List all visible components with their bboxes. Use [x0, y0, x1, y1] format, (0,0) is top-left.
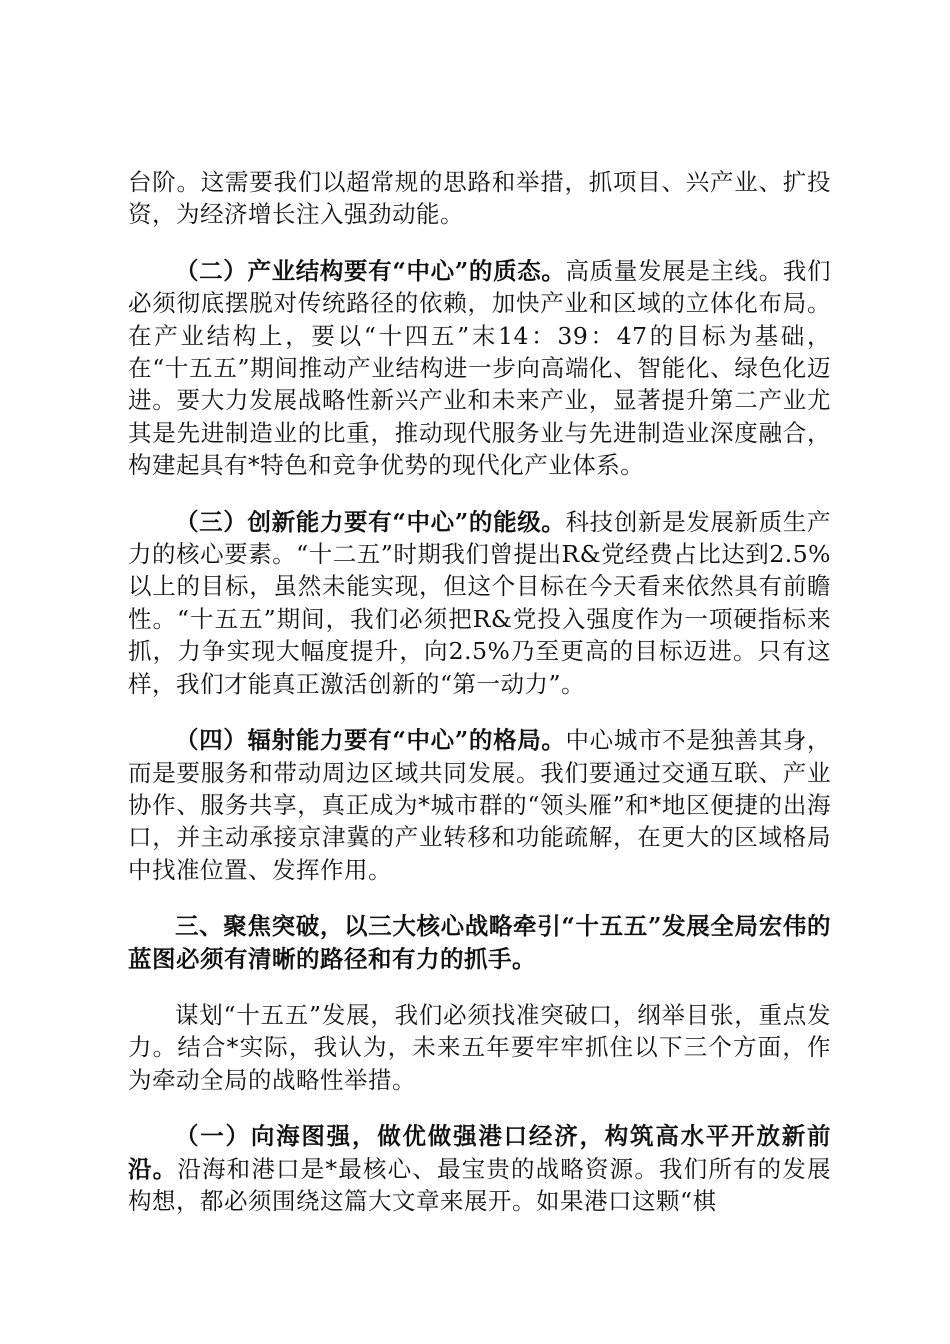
paragraph-industry-structure — [128, 255, 831, 482]
paragraph-text: 科技创新是发展新质生产力的核心要素。“十二五”时期我们曾提出R&党经费占比达到2.5%以上的目标，虽然未能实现，但这个目标在今天看来依然具有前瞻性。“十五五”期间，我们必须把R&党投入强度作为一项硬指标来抓，力争实现大幅度提升，向2.5%乃至更高的目标迈进。只有这样，我们才能真正激活创新的“第一动力”。 — [128, 507, 831, 698]
paragraph-innovation — [128, 506, 831, 700]
section-heading-three — [128, 910, 831, 975]
paragraph-radiation — [128, 724, 831, 886]
paragraph-heading: （三）创新能力要有“中心”的能级。 — [175, 507, 566, 536]
paragraph-heading: （四）辐射能力要有“中心”的格局。 — [175, 726, 566, 755]
paragraph-continued — [128, 166, 831, 231]
paragraph-text: 中心城市不是独善其身，而是要服务和带动周边区域共同发展。我们要通过交通互联、产业协作、服务共享，真正成为*城市群的“领头雁”和*地区便捷的出海口，并主动承接京津冀的产业转移和功能疏解，在更大的区域格局中找准位置、发挥作用。 — [128, 726, 831, 884]
paragraph-text: 谋划“十五五”发展，我们必须找准突破口，纲举目张，重点发力。结合*实际，我认为，未来五年要牢牢抓住以下三个方面，作为牵动全局的战略性举措。 — [128, 1000, 831, 1094]
paragraph-port-economy — [128, 1120, 831, 1217]
paragraph-text: 高质量发展是主线。我们必须彻底摆脱对传统路径的依赖，加快产业和区域的立体化布局。在产业结构上，要以“十四五”末14：39：47的目标为基础，在“十五五”期间推动产业结构进一步向高端化、智能化、绿色化迈进。要大力发展战略性新兴产业和未来产业，显著提升第二产业尤其是先进制造业的比重，推动现代服务业与先进制造业深度融合，构建起具有*特色和竞争优势的现代化产业体系。 — [128, 256, 831, 480]
paragraph-text: 沿海和港口是*最核心、最宝贵的战略资源。我们所有的发展构想，都必须围绕这篇大文章来展开。如果港口这颗“棋 — [128, 1154, 832, 1215]
document-page — [128, 166, 831, 1241]
paragraph-heading: （二）产业结构要有“中心”的质态。 — [175, 256, 566, 285]
section-heading-text: 三、聚焦突破，以三大核心战略牵引“十五五”发展全局宏伟的蓝图必须有清晰的路径和有力的抓手。 — [128, 912, 831, 973]
paragraph-text: 台阶。这需要我们以超常规的思路和举措，抓项目、兴产业、扩投资，为经济增长注入强劲动能。 — [128, 168, 831, 229]
paragraph-heading: （一）向海图强，做优做强港口经济，构筑高水平开放新前沿。 — [128, 1122, 831, 1183]
paragraph-intro — [128, 999, 831, 1096]
